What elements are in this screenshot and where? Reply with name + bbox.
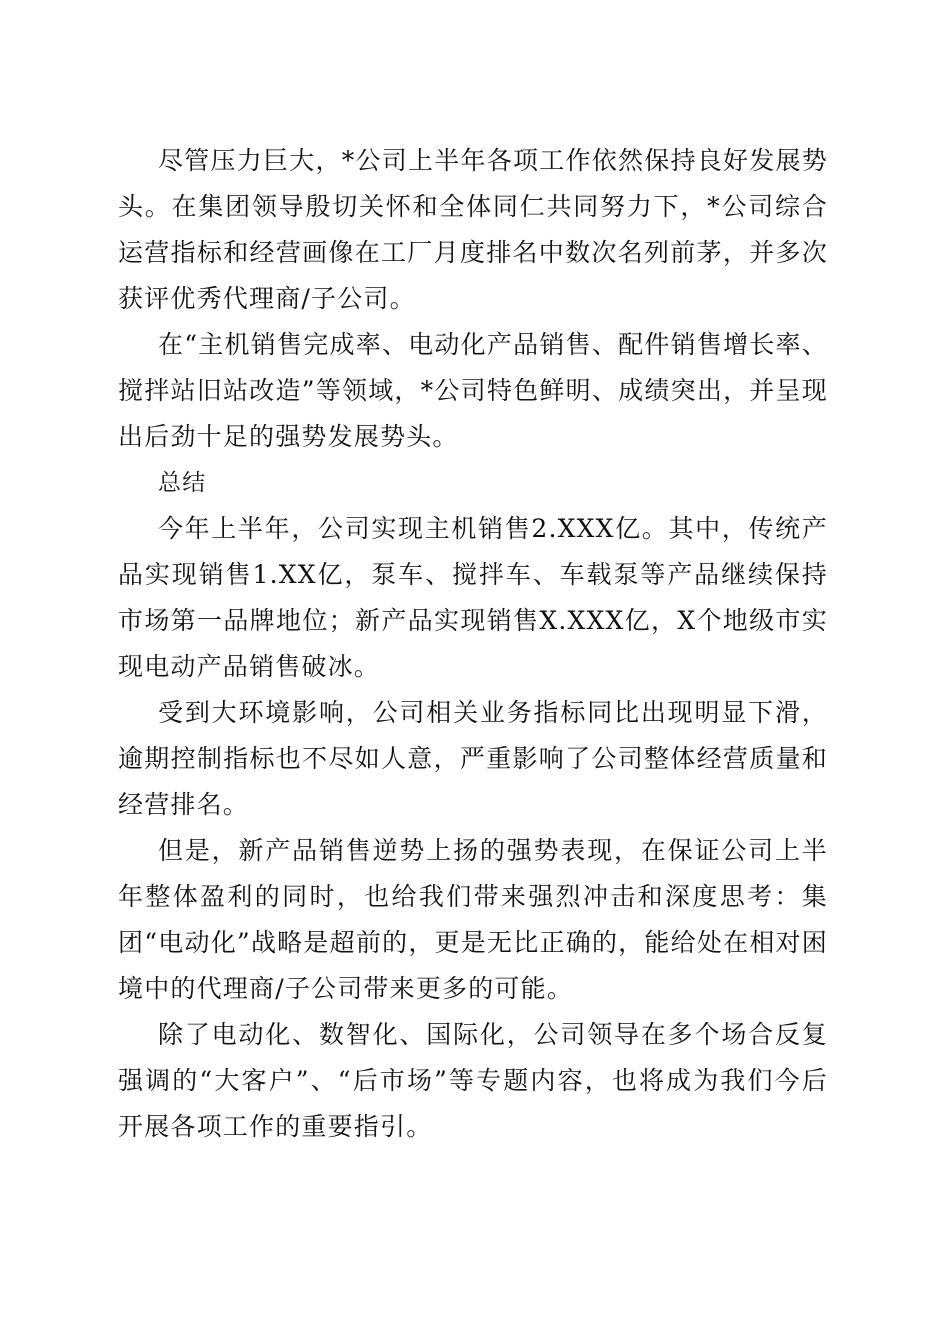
document-body — [118, 138, 828, 1150]
section-heading-summary: 总结 — [158, 470, 207, 496]
paragraph-performance-overview: 尽管压力巨大，*公司上半年各项工作依然保持良好发展势头。在集团领导殷切关怀和全体同仁共同努力下，*公司综合运营指标和经营画像在工厂月度排名中数次名列前茅，并多次获评优秀代理商/子公司。 — [118, 146, 828, 313]
paragraph-new-product-reflection: 但是，新产品销售逆势上扬的强势表现，在保证公司上半年整体盈利的同时，也给我们带来强烈冲击和深度思考：集团“电动化”战略是超前的，更是无比正确的，能给处在相对困境中的代理商/子公司带来更多的可能。 — [118, 836, 828, 1003]
paragraph-future-guidance: 除了电动化、数智化、国际化，公司领导在多个场合反复强调的“大客户”、“后市场”等专题内容，也将成为我们今后开展各项工作的重要指引。 — [118, 1020, 828, 1141]
paragraph-sales-results: 今年上半年，公司实现主机销售2.XXX亿。其中，传统产品实现销售1.XX亿，泵车、搅拌车、车载泵等产品继续保持市场第一品牌地位；新产品实现销售X.XXX亿，X个地级市实现电动产品销售破冰。 — [118, 514, 828, 681]
paragraph-key-areas: 在“主机销售完成率、电动化产品销售、配件销售增长率、搅拌站旧站改造”等领域，*公司特色鲜明、成绩突出，并呈现出后劲十足的强势发展势头。 — [118, 330, 828, 451]
paragraph-environment-impact: 受到大环境影响，公司相关业务指标同比出现明显下滑，逾期控制指标也不尽如人意，严重影响了公司整体经营质量和经营排名。 — [118, 698, 828, 819]
